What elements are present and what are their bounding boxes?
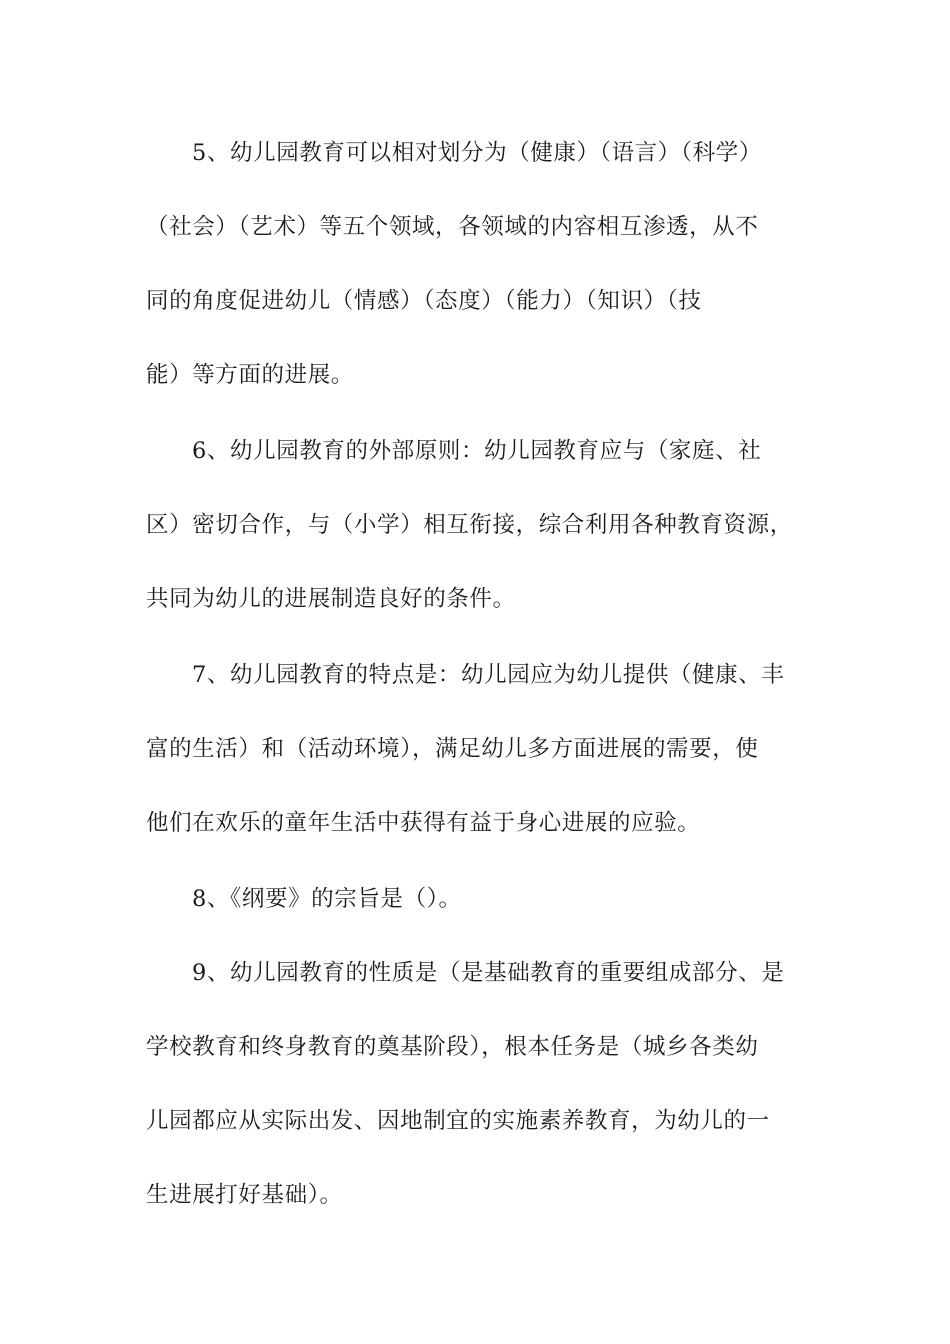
item-5-line-4: 能）等方面的进展。 — [146, 362, 354, 388]
item-9-line-2: 学校教育和终身教育的奠基阶段），根本任务是（城乡各类幼 — [146, 1034, 759, 1060]
item-7-line-1: 7、幼儿园教育的特点是：幼儿园应为幼儿提供（健康、丰 — [192, 662, 785, 688]
item-9-line-4: 生进展打好基础）。 — [146, 1182, 343, 1208]
item-5-line-2: （社会）（艺术）等五个领域，各领域的内容相互渗透，从不 — [146, 214, 759, 240]
item-5-line-3: 同的角度促进幼儿（情感）（态度）（能力）（知识）（技 — [146, 288, 702, 314]
item-7-line-3: 他们在欢乐的童年生活中获得有益于身心进展的应验。 — [146, 810, 701, 836]
item-9-line-3: 儿园都应从实际出发、因地制宜的实施素养教育，为幼儿的一 — [146, 1108, 770, 1134]
item-7-line-2: 富的生活）和（活动环境），满足幼儿多方面进展的需要，使 — [146, 736, 759, 762]
item-8-line-1: 8、《纲要》的宗旨是（）。 — [192, 886, 462, 912]
item-6-line-1: 6、幼儿园教育的外部原则：幼儿园教育应与（家庭、社 — [192, 438, 762, 464]
item-6-line-2: 区）密切合作，与（小学）相互衔接，综合利用各种教育资源， — [146, 512, 793, 538]
item-5-line-1: 5、幼儿园教育可以相对划分为（健康）（语言）（科学） — [192, 140, 762, 166]
item-9-line-1: 9、幼儿园教育的性质是（是基础教育的重要组成部分、是 — [192, 960, 785, 986]
item-6-line-3: 共同为幼儿的进展制造良好的条件。 — [146, 586, 516, 612]
